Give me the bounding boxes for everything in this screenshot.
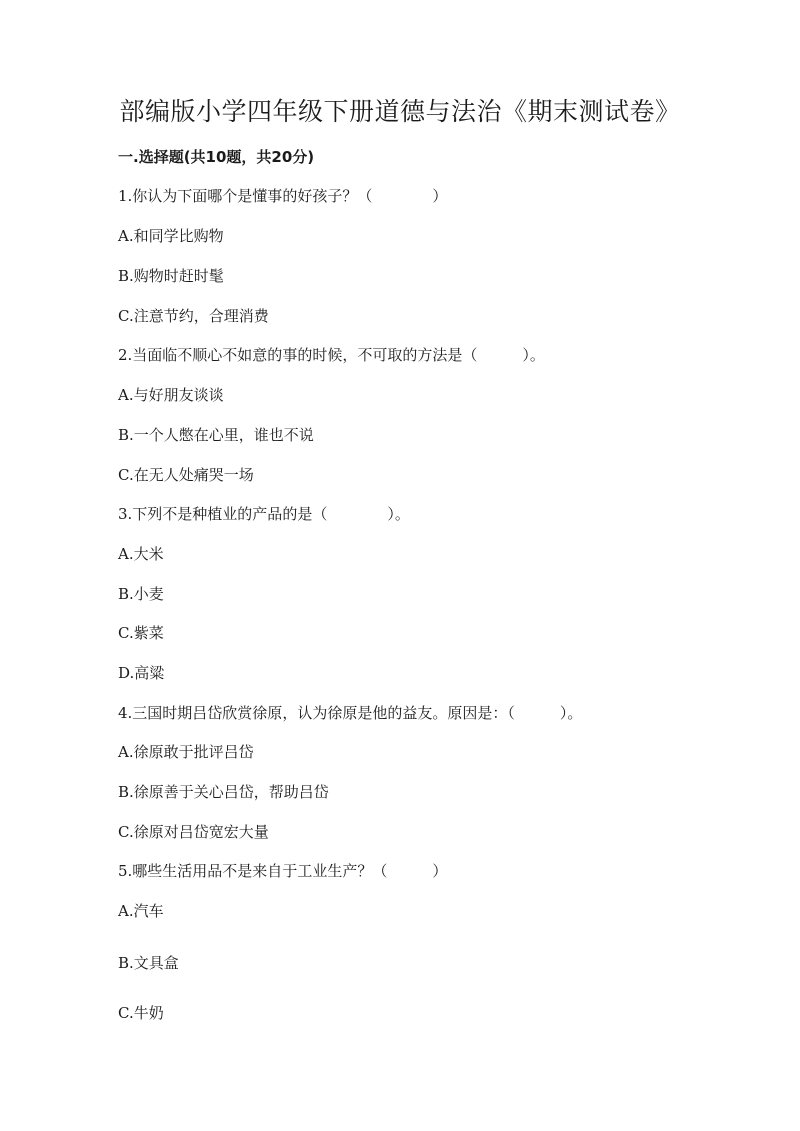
answer-option: B.购物时赶时髦 [118, 267, 224, 285]
answer-option: D.高粱 [118, 664, 165, 682]
answer-option: A.和同学比购物 [118, 227, 224, 245]
answer-option: C.牛奶 [118, 1004, 164, 1022]
question-stem: 2.当面临不顺心不如意的事的时候，不可取的方法是（ ）。 [118, 346, 545, 364]
answer-option: A.与好朋友谈谈 [118, 386, 224, 404]
question-stem: 1.你认为下面哪个是懂事的好孩子？（ ） [118, 187, 448, 205]
section-heading-multiple-choice: 一.选择题(共10题，共20分) [118, 148, 315, 166]
answer-option: C.在无人处痛哭一场 [118, 466, 254, 484]
answer-option: A.汽车 [118, 902, 164, 920]
answer-option: C.注意节约，合理消费 [118, 307, 269, 325]
answer-option: C.紫菜 [118, 624, 164, 642]
question-stem: 3.下列不是种植业的产品的是（ ）。 [118, 505, 410, 523]
answer-option: C.徐原对吕岱宽宏大量 [118, 823, 269, 841]
question-stem: 5.哪些生活用品不是来自于工业生产？（ ） [118, 862, 448, 880]
answer-option: B.徐原善于关心吕岱，帮助吕岱 [118, 783, 329, 801]
question-stem: 4.三国时期吕岱欣赏徐原，认为徐原是他的益友。原因是：（ ）。 [118, 704, 583, 722]
answer-option: A.大米 [118, 545, 164, 563]
answer-option: A.徐原敢于批评吕岱 [118, 743, 254, 761]
answer-option: B.小麦 [118, 585, 164, 603]
answer-option: B.文具盒 [118, 954, 179, 972]
answer-option: B.一个人憋在心里，谁也不说 [118, 426, 314, 444]
exam-title: 部编版小学四年级下册道德与法治《期末测试卷》 [119, 97, 681, 126]
